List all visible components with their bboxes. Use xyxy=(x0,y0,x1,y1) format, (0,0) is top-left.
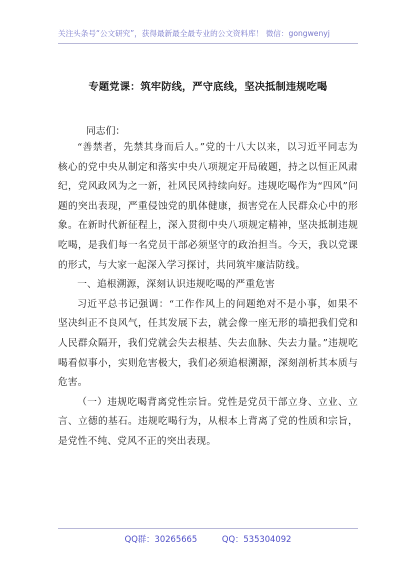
footer-qq-number: QQ：535304092 xyxy=(221,534,292,544)
header-banner-text: 关注头条号“公文研究”，获得最新最全最专业的公文资料库！ 微信：gongwenyj xyxy=(58,29,330,38)
document-body xyxy=(58,138,358,452)
paragraph-quote: 习近平总书记强调：“工作作风上的问题绝对不是小事，如果不坚决纠正不良风气，任其发展下去，就会像一座无形的墙把我们党和人民群众隔开，我们党就会失去根基、失去血脉、失去力量。”违规吃喝看似事小，实则危害极大，我们必须追根溯源，深刻剖析其本质与危害。 xyxy=(58,298,358,389)
paragraph-intro: “善禁者，先禁其身而后人。”党的十八大以来，以习近平同志为核心的党中央从制定和落实中央八项规定开局破题，持之以恒正风肃纪，党风政风为之一新，社风民风持续向好。违规吃喝作为“四风”问题的突出表现，严重侵蚀党的肌体健康，损害党在人民群众心中的形象。在新时代新征程上，深入贯彻中央八项规定精神，坚决抵制违规吃喝，是我们每一名党员干部必须坚守的政治担当。今天，我以党课的形式，与大家一起深入学习探讨，共同筑牢廉洁防线。 xyxy=(58,142,358,271)
footer-qq-group: QQ群：30265665 xyxy=(124,534,198,544)
header-divider xyxy=(58,43,358,44)
footer-divider xyxy=(58,528,358,529)
salutation: 同志们： xyxy=(86,126,126,137)
paragraph-subsection-1: （一）违规吃喝背离党性宗旨。党性是党员干部立身、立业、立言、立德的基石。违规吃喝行为，从根本上背离了党的性质和宗旨，是党性不纯、党风不正的突出表现。 xyxy=(58,396,358,447)
header-banner xyxy=(58,28,358,42)
document-title: 专题党课：筑牢防线，严守底线，坚决抵制违规吃喝 xyxy=(88,81,328,93)
footer-contact xyxy=(58,533,358,545)
section-heading-1: 一、追根溯源，深刻认识违规吃喝的严重危害 xyxy=(77,279,276,291)
